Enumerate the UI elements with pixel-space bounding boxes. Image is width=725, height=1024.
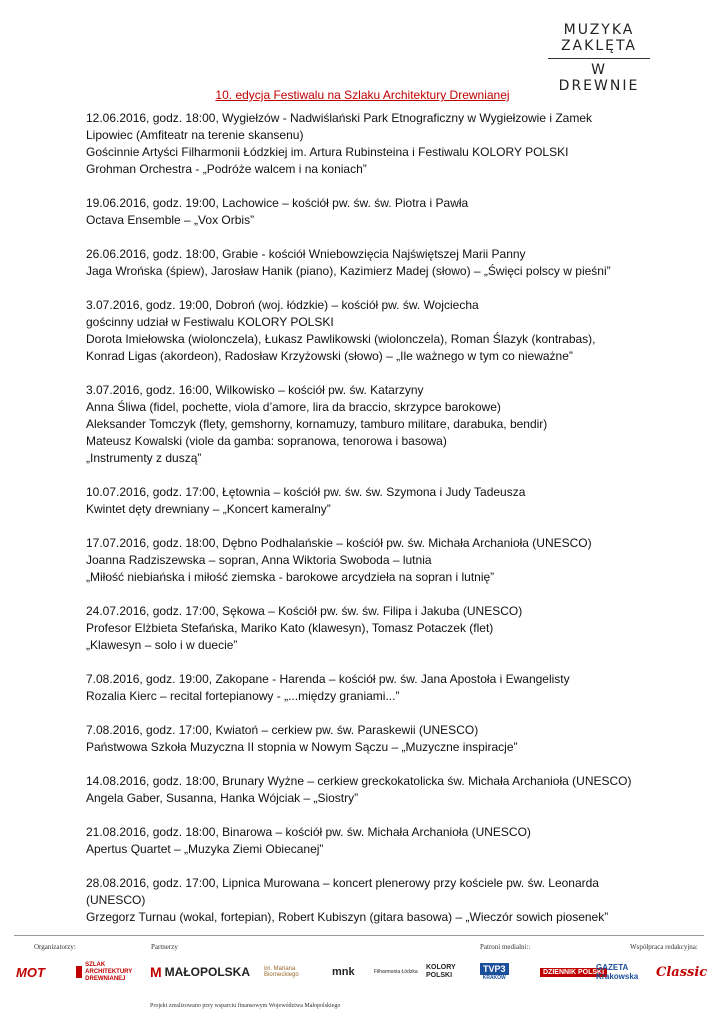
event-detail-line: Państwowa Szkoła Muzyczna II stopnia w Nowym Sączu – „Muzyczne inspiracje” bbox=[86, 740, 518, 754]
event-date-venue: 21.08.2016, godz. 18:00, Binarowa – kościół pw. św. Michała Archanioła (UNESCO) bbox=[86, 825, 531, 839]
classic-logo bbox=[656, 959, 707, 985]
event-entry bbox=[86, 195, 676, 229]
mot-logo-text: MOT bbox=[16, 964, 45, 980]
footer bbox=[14, 935, 714, 1020]
mot-logo bbox=[16, 959, 45, 985]
logo-rule bbox=[548, 58, 650, 59]
event-detail-line: Apertus Quartet – „Muzyka Ziemi Obiecanej” bbox=[86, 842, 324, 856]
partners-label: Partnerzy bbox=[151, 943, 178, 951]
event-detail-line: „Instrumenty z duszą” bbox=[86, 451, 202, 465]
festival-logo bbox=[548, 22, 650, 94]
event-detail-line: Grohman Orchestra - „Podróże walcem i na koniach” bbox=[86, 162, 367, 176]
event-detail-line: Rozalia Kierc – recital fortepianowy - „...między graniami...” bbox=[86, 689, 400, 703]
event-detail-line: (UNESCO) bbox=[86, 893, 146, 907]
event-detail-line: Kwintet dęty drewniany – „Koncert kameralny” bbox=[86, 502, 331, 516]
event-detail-line: Dorota Imiełowska (wiolonczela), Łukasz Pawlikowski (wiolonczela), Roman Ślazyk (kontrabas), bbox=[86, 332, 596, 346]
mnk-logo-text: mnk bbox=[332, 966, 355, 978]
event-detail-line: gościnny udział w Festiwalu KOLORY POLSKI bbox=[86, 315, 334, 329]
filharmonia-logo bbox=[374, 959, 420, 985]
kolory-polski-logo bbox=[426, 959, 466, 985]
event-date-venue: 14.08.2016, godz. 18:00, Brunary Wyżne – cerkiew greckokatolicka św. Michała Archanioła (UNESCO) bbox=[86, 774, 632, 788]
event-detail-line: Octava Ensemble – „Vox Orbis” bbox=[86, 213, 255, 227]
event-detail-line: Angela Gaber, Susanna, Hanka Wójciak – „Siostry” bbox=[86, 791, 359, 805]
filharmonia-logo-text: Filharmonia Łódzka bbox=[374, 969, 418, 975]
event-detail-line: Lipowiec (Amfiteatr na terenie skansenu) bbox=[86, 128, 304, 142]
mnk-logo bbox=[332, 959, 355, 985]
szlak-logo-text: SZLAK ARCHITEKTURY DREWNIANEJ bbox=[85, 961, 133, 982]
event-entry bbox=[86, 824, 676, 858]
classic-logo-text: Classic bbox=[656, 964, 708, 980]
event-date-venue: 7.08.2016, godz. 17:00, Kwiatoń – cerkiew pw. św. Paraskewii (UNESCO) bbox=[86, 723, 479, 737]
event-date-venue: 28.08.2016, godz. 17:00, Lipnica Murowana – koncert plenerowy przy kościele pw. św. Leonarda bbox=[86, 876, 599, 890]
event-entry bbox=[86, 110, 676, 178]
event-date-venue: 3.07.2016, godz. 19:00, Dobroń (woj. łódzkie) – kościół pw. św. Wojciecha bbox=[86, 298, 479, 312]
tvp3-logo-text: TVP3 bbox=[480, 963, 509, 975]
logo-line-2: ZAKLĘTA bbox=[560, 38, 638, 54]
event-detail-line: „Miłość niebiańska i miłość ziemska - barokowe arcydzieła na sopran i lutnię” bbox=[86, 570, 495, 584]
footer-divider bbox=[14, 935, 704, 936]
event-detail-line: Anna Śliwa (fidel, pochette, viola d’amore, lira da braccio, skrzypce barokowe) bbox=[86, 400, 501, 414]
event-detail-line: Aleksander Tomczyk (flety, gemshorny, kornamuzy, tamburo militare, darabuka, bendir) bbox=[86, 417, 548, 431]
event-entry bbox=[86, 297, 676, 365]
tvp3-logo bbox=[480, 959, 509, 985]
event-date-venue: 7.08.2016, godz. 19:00, Zakopane - Harenda – kościół pw. św. Jana Apostoła i Ewangelisty bbox=[86, 672, 570, 686]
event-detail-line: Joanna Radziszewska – sopran, Anna Wiktoria Swoboda – lutnia bbox=[86, 553, 432, 567]
event-detail-line: „Klawesyn – solo i w duecie” bbox=[86, 638, 238, 652]
dziennik-polski-logo-text: DZIENNIK POLSKI bbox=[540, 968, 607, 977]
event-date-venue: 17.07.2016, godz. 18:00, Dębno Podhalańskie – kościół pw. św. Michała Archanioła (UNESCO) bbox=[86, 536, 592, 550]
event-entry bbox=[86, 535, 676, 586]
malopolska-logo-text: MAŁOPOLSKA bbox=[164, 965, 251, 979]
event-entry bbox=[86, 382, 676, 467]
event-date-venue: 24.07.2016, godz. 17:00, Sękowa – Kościół pw. św. św. Filipa i Jakuba (UNESCO) bbox=[86, 604, 523, 618]
event-detail-line: Jaga Wrońska (śpiew), Jarosław Hanik (piano), Kazimierz Madej (słowo) – „Święci polscy w pieśni” bbox=[86, 264, 611, 278]
event-entry bbox=[86, 484, 676, 518]
event-entry bbox=[86, 773, 676, 807]
szlak-logo-mark bbox=[76, 966, 82, 978]
organizers-label: Organizatorzy: bbox=[34, 943, 76, 951]
event-detail-line: Konrad Ligas (akordeon), Radosław Krzyżowski (słowo) – „Ile ważnego w tym co nieważne” bbox=[86, 349, 573, 363]
kolory-polski-logo-text: KOLORY POLSKI bbox=[426, 964, 456, 979]
malopolska-mark-icon: M bbox=[150, 964, 162, 980]
funding-note: Projekt zrealizowano przy wsparciu finansowym Województwa Małopolskiego bbox=[150, 1003, 341, 1009]
event-entry bbox=[86, 671, 676, 705]
event-entry bbox=[86, 246, 676, 280]
malopolska-logo bbox=[150, 959, 250, 985]
editorial-label: Współpraca redakcyjna: bbox=[630, 943, 698, 951]
event-detail-line: Profesor Elżbieta Stefańska, Mariko Kato (klawesyn), Tomasz Potaczek (flet) bbox=[86, 621, 494, 635]
event-date-venue: 12.06.2016, godz. 18:00, Wygiełzów - Nadwiślański Park Etnograficzny w Wygiełzowie i Zamek bbox=[86, 111, 593, 125]
document-title: 10. edycja Festiwalu na Szlaku Architektury Drewnianej bbox=[215, 88, 510, 102]
event-entry bbox=[86, 875, 676, 926]
footer-logos bbox=[14, 959, 714, 989]
event-date-venue: 3.07.2016, godz. 16:00, Wilkowisko – kościół pw. św. Katarzyny bbox=[86, 383, 424, 397]
event-date-venue: 26.06.2016, godz. 18:00, Grabie - kościół Wniebowzięcia Najświętszej Marii Panny bbox=[86, 247, 526, 261]
biornecki-logo-text: im. Mariana Biorneckiego bbox=[264, 966, 299, 978]
event-entry bbox=[86, 722, 676, 756]
gazeta-krakowska-logo-text: GAZETA Krakowska bbox=[596, 963, 639, 981]
szlak-logo bbox=[76, 959, 142, 985]
event-detail-line: Gościnnie Artyści Filharmonii Łódzkiej im. Artura Rubinsteina i Festiwalu KOLORY POLSKI bbox=[86, 145, 569, 159]
tvp3-logo-sub: KRAKÓW bbox=[482, 975, 506, 981]
biornecki-logo bbox=[264, 959, 324, 985]
event-detail-line: Mateusz Kowalski (viole da gamba: sopranowa, tenorowa i basowa) bbox=[86, 434, 447, 448]
events-list bbox=[86, 110, 676, 943]
event-entry bbox=[86, 603, 676, 654]
event-date-venue: 19.06.2016, godz. 19:00, Lachowice – kościół pw. św. św. Piotra i Pawła bbox=[86, 196, 469, 210]
logo-line-1: MUZYKA bbox=[563, 22, 635, 38]
media-partners-label: Patroni medialni:: bbox=[480, 943, 531, 951]
event-date-venue: 10.07.2016, godz. 17:00, Łętownia – kościół pw. św. św. Szymona i Judy Tadeusza bbox=[86, 485, 526, 499]
logo-line-3: W DREWNIE bbox=[558, 62, 640, 94]
event-detail-line: Grzegorz Turnau (wokal, fortepian), Robert Kubiszyn (gitara basowa) – „Wieczór sowich piosenek” bbox=[86, 910, 609, 924]
gazeta-krakowska-logo bbox=[596, 959, 648, 985]
